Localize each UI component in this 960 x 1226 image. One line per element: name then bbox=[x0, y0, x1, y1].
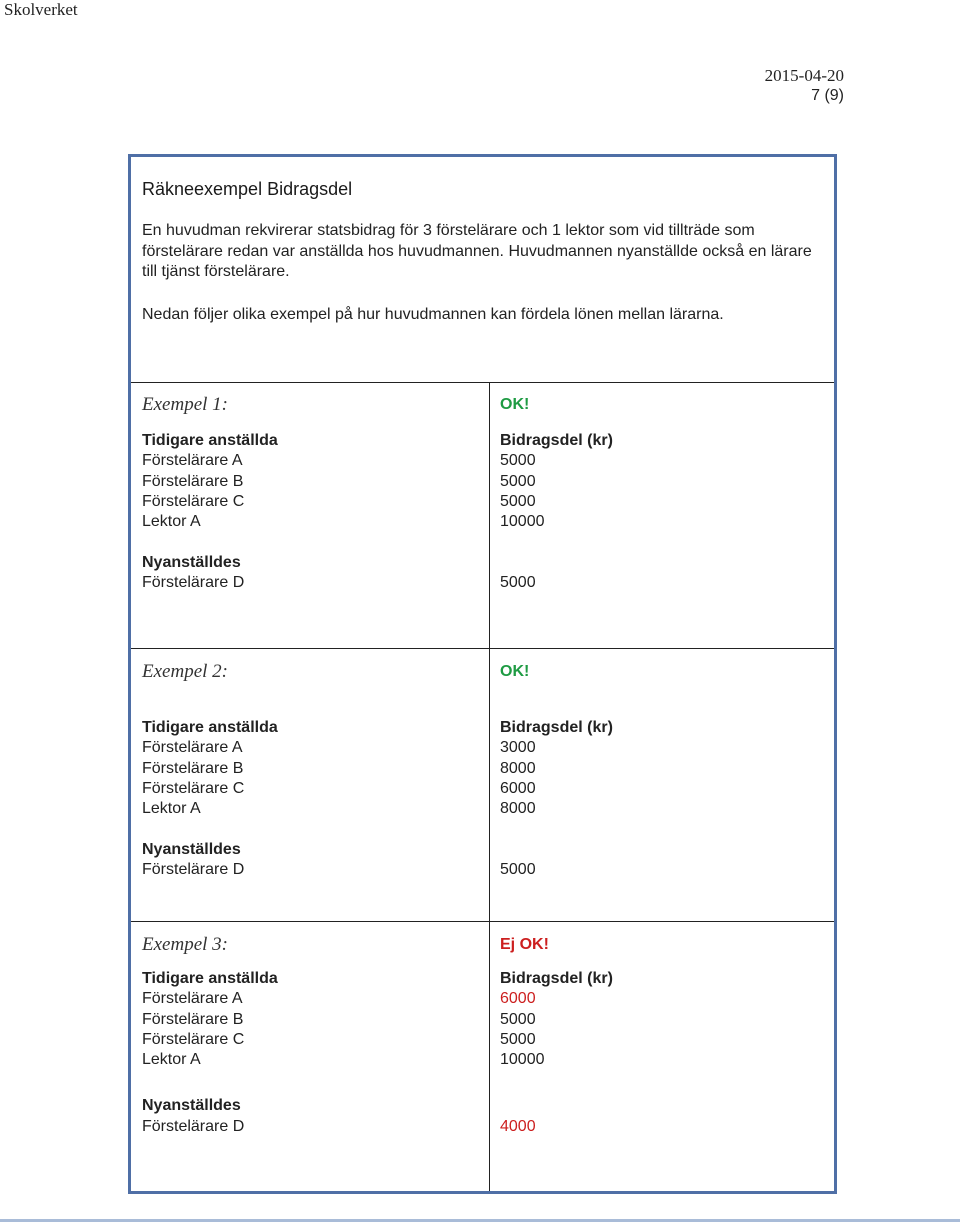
example-2-values bbox=[500, 662, 613, 880]
column-header: Bidragsdel (kr) bbox=[500, 970, 613, 987]
amount-value: 5000 bbox=[500, 574, 536, 592]
intro-paragraph: En huvudman rekvirerar statsbidrag för 3 förstelärare och 1 lektor som vid tillträde som förstelärare redan var anställda hos huvudmannen. Huvudmannen nyanställde också en lärare till tjänst förstelärare. bbox=[142, 222, 812, 280]
box-heading: Räkneexempel Bidragsdel bbox=[142, 179, 353, 199]
teacher-name: Lektor A bbox=[142, 513, 201, 531]
group-heading: Tidigare anställda bbox=[142, 719, 278, 736]
group-heading: Tidigare anställda bbox=[142, 432, 278, 449]
example-title: Exempel 2: bbox=[142, 661, 228, 682]
teacher-name: Förstelärare C bbox=[142, 492, 245, 510]
teacher-name: Förstelärare D bbox=[142, 1117, 245, 1135]
page-number: 7 (9) bbox=[811, 87, 844, 104]
amount-value: 5000 bbox=[500, 1010, 536, 1028]
row-divider bbox=[131, 921, 834, 922]
group-heading: Nyanställdes bbox=[142, 1097, 241, 1115]
group-heading: Nyanställdes bbox=[142, 553, 241, 571]
example-title: Exempel 3: bbox=[142, 934, 228, 955]
amount-value: 10000 bbox=[500, 513, 545, 531]
status-badge: OK! bbox=[500, 396, 530, 413]
amount-value: 4000 bbox=[500, 1117, 536, 1135]
status-badge: OK! bbox=[500, 663, 530, 680]
example-1-labels bbox=[142, 395, 278, 593]
amount-value: 5000 bbox=[500, 492, 536, 510]
column-divider bbox=[489, 382, 490, 1191]
document-date: 2015-04-20 bbox=[764, 66, 844, 85]
example-title: Exempel 1: bbox=[142, 394, 228, 415]
organization-name: Skolverket bbox=[4, 0, 78, 19]
amount-value: 8000 bbox=[500, 800, 536, 818]
amount-value: 3000 bbox=[500, 739, 536, 757]
column-header: Bidragsdel (kr) bbox=[500, 719, 613, 736]
teacher-name: Förstelärare B bbox=[142, 759, 244, 777]
example-2-labels bbox=[142, 662, 278, 880]
table-top-border bbox=[131, 382, 834, 383]
intro-paragraph-2: Nedan följer olika exempel på hur huvudmannen kan fördela lönen mellan lärarna. bbox=[142, 306, 724, 323]
teacher-name: Förstelärare D bbox=[142, 574, 245, 592]
teacher-name: Förstelärare A bbox=[142, 990, 243, 1008]
amount-value: 8000 bbox=[500, 759, 536, 777]
amount-value: 5000 bbox=[500, 452, 536, 470]
teacher-name: Förstelärare D bbox=[142, 861, 245, 879]
teacher-name: Lektor A bbox=[142, 1051, 201, 1069]
amount-value: 6000 bbox=[500, 779, 536, 797]
amount-value: 5000 bbox=[500, 472, 536, 490]
example-1-values bbox=[500, 395, 613, 593]
group-heading: Tidigare anställda bbox=[142, 970, 278, 987]
teacher-name: Lektor A bbox=[142, 800, 201, 818]
amount-value: 10000 bbox=[500, 1051, 545, 1069]
status-badge: Ej OK! bbox=[500, 936, 549, 953]
teacher-name: Förstelärare C bbox=[142, 1030, 245, 1048]
group-heading: Nyanställdes bbox=[142, 840, 241, 858]
teacher-name: Förstelärare B bbox=[142, 472, 244, 490]
amount-value: 6000 bbox=[500, 990, 536, 1008]
teacher-name: Förstelärare A bbox=[142, 452, 243, 470]
row-divider bbox=[131, 648, 834, 649]
amount-value: 5000 bbox=[500, 1030, 536, 1048]
teacher-name: Förstelärare A bbox=[142, 739, 243, 757]
teacher-name: Förstelärare C bbox=[142, 779, 245, 797]
footer-rule bbox=[0, 1219, 960, 1222]
example-3-labels bbox=[142, 935, 278, 1137]
amount-value: 5000 bbox=[500, 861, 536, 879]
example-box bbox=[128, 154, 837, 1194]
example-3-values bbox=[500, 935, 613, 1137]
teacher-name: Förstelärare B bbox=[142, 1010, 244, 1028]
column-header: Bidragsdel (kr) bbox=[500, 432, 613, 449]
